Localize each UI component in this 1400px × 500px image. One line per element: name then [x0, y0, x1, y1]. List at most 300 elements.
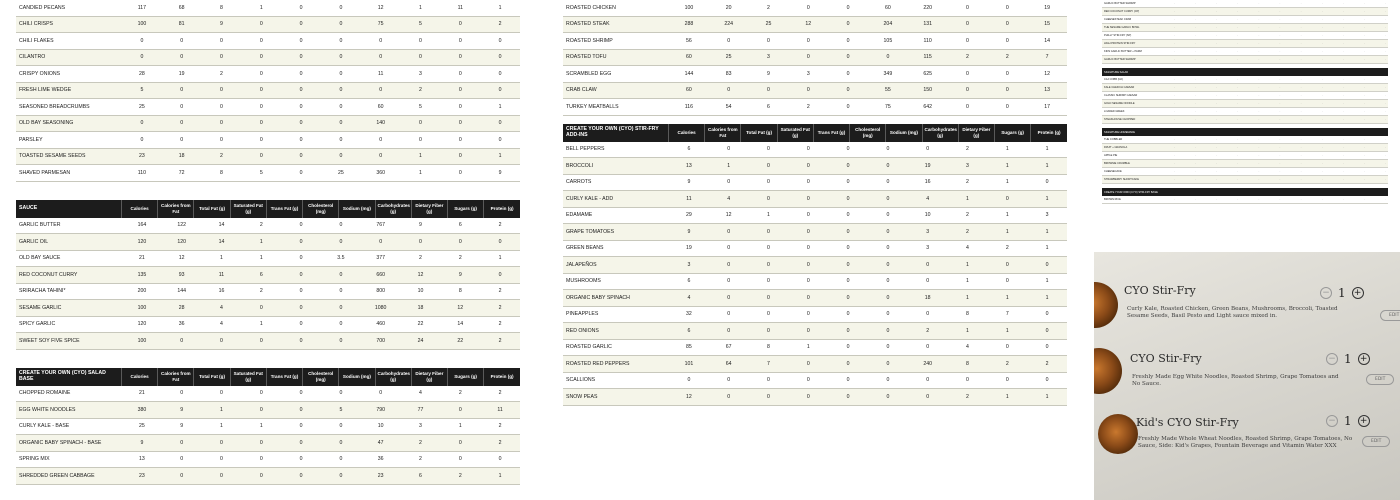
item-name-cell: ROASTED CHICKEN — [563, 0, 669, 16]
item-name-cell: ROASTED SHRIMP — [563, 33, 669, 50]
table-row — [16, 402, 520, 419]
mini-row-values: · · · · · · · · · · · — [1174, 2, 1386, 5]
nutrient-value-cell: 81 — [162, 16, 202, 33]
nutrient-value-cell: 13 — [122, 451, 162, 468]
mini-row-values: · · · · · · · · · · · — [1174, 146, 1386, 149]
nutrient-value-cell: 0 — [281, 82, 321, 99]
nutrient-value-cell: 0 — [321, 82, 361, 99]
nutrient-value-cell: 0 — [321, 0, 361, 16]
nutrient-value-cell: 0 — [281, 300, 321, 317]
mini-row-name: CAJ COBB (GF) — [1104, 78, 1124, 81]
nutrient-value-cell: 5 — [321, 402, 361, 419]
column-header: Protein (g) — [484, 368, 520, 386]
order-item-card — [1094, 276, 1400, 338]
nutrient-value-cell: 8 — [440, 283, 480, 300]
nutrient-value-cell: 93 — [162, 267, 202, 284]
nutrient-value-cell: 100 — [122, 333, 162, 350]
nutrient-value-cell: 0 — [749, 323, 789, 340]
mini-row — [1102, 168, 1388, 176]
nutrient-value-cell: 100 — [122, 16, 162, 33]
quantity-stepper[interactable] — [1326, 414, 1370, 428]
nutrient-value-cell: 0 — [281, 16, 321, 33]
nutrient-value-cell: 0 — [868, 273, 908, 290]
nutrient-value-cell: 12 — [401, 267, 441, 284]
nutrient-value-cell: 0 — [440, 165, 480, 182]
item-name-cell: EDAMAME — [563, 207, 669, 224]
nutrient-value-cell: 2 — [987, 356, 1027, 373]
nutrient-value-cell: 1 — [948, 273, 988, 290]
nutrient-value-cell: 75 — [361, 16, 401, 33]
nutrient-value-cell: 85 — [669, 339, 709, 356]
nutrient-value-cell: 2 — [948, 174, 988, 191]
nutrient-value-cell: 3 — [749, 49, 789, 66]
item-name-cell: BROCCOLI — [563, 158, 669, 175]
mini-row-name: CLASSIC SHRIMP CAESAR — [1104, 94, 1138, 97]
nutrient-value-cell: 2 — [440, 468, 480, 485]
table-row — [563, 0, 1067, 16]
nutrient-value-cell: 1 — [1027, 240, 1067, 257]
column-header: Sodium (mg) — [339, 368, 375, 386]
nutrient-value-cell: 1 — [749, 207, 789, 224]
right-panel — [1094, 0, 1400, 500]
nutrient-value-cell: 1080 — [361, 300, 401, 317]
nutrient-value-cell: 1 — [948, 323, 988, 340]
nutrient-value-cell: 0 — [669, 372, 709, 389]
nutrient-value-cell: 1 — [1027, 191, 1067, 208]
nutrient-value-cell: 1 — [480, 148, 520, 165]
nutrient-value-cell: 0 — [828, 0, 868, 16]
nutrient-value-cell: 0 — [162, 132, 202, 149]
mini-row-values: · · · · · · · · · · · — [1174, 118, 1386, 121]
nutrient-value-cell: 0 — [749, 290, 789, 307]
nutrient-value-cell: 1 — [241, 234, 281, 251]
nutrient-value-cell: 0 — [709, 323, 749, 340]
nutrient-value-cell: 20 — [709, 0, 749, 16]
nutrient-value-cell: 0 — [749, 191, 789, 208]
nutrient-value-cell: 220 — [908, 0, 948, 16]
nutrient-value-cell: 1 — [987, 158, 1027, 175]
item-name-cell: ORGANIC BABY SPINACH — [563, 290, 669, 307]
nutrient-value-cell: 18 — [162, 148, 202, 165]
nutrient-value-cell: 0 — [281, 418, 321, 435]
nutrient-value-cell: 144 — [669, 66, 709, 83]
nutrient-value-cell: 144 — [162, 283, 202, 300]
nutrient-value-cell: 0 — [828, 33, 868, 50]
food-bowl-image — [1094, 282, 1118, 328]
table-row — [563, 339, 1067, 356]
nutrient-value-cell: 0 — [948, 372, 988, 389]
nutrient-value-cell: 0 — [241, 99, 281, 116]
nutrient-value-cell: 0 — [828, 339, 868, 356]
column-header: Saturated Fat (g) — [230, 200, 266, 218]
nutrient-value-cell: 56 — [669, 33, 709, 50]
mini-row-name: KALE CHEF/CH CAESAR — [1104, 86, 1135, 89]
nutrient-value-cell: 0 — [709, 224, 749, 241]
column-header: Cholesterol (mg) — [303, 368, 339, 386]
nutrient-value-cell: 0 — [202, 468, 242, 485]
nutrient-value-cell: 28 — [122, 66, 162, 83]
item-name-cell: RED ONIONS — [563, 323, 669, 340]
nutrient-value-cell: 0 — [828, 389, 868, 406]
nutrient-value-cell: 2 — [948, 142, 988, 158]
mini-row-values: · · · · · · · · · · · — [1174, 178, 1386, 181]
nutrient-value-cell: 0 — [361, 82, 401, 99]
nutrient-value-cell: 0 — [749, 224, 789, 241]
nutrient-value-cell: 0 — [162, 33, 202, 50]
mini-row — [1102, 40, 1388, 48]
nutrient-value-cell: 11 — [202, 267, 242, 284]
mini-desserts-section — [1102, 128, 1388, 184]
nutrient-value-cell: 9 — [162, 402, 202, 419]
table-row — [16, 218, 520, 234]
nutrient-value-cell: 0 — [281, 115, 321, 132]
table-row — [16, 82, 520, 99]
table-row — [16, 16, 520, 33]
nutrient-value-cell: 3 — [401, 418, 441, 435]
nutrient-value-cell: 0 — [749, 257, 789, 274]
mini-row — [1102, 100, 1388, 108]
nutrient-value-cell: 4 — [202, 316, 242, 333]
mini-row — [1102, 8, 1388, 16]
nutrient-value-cell: 0 — [1027, 174, 1067, 191]
nutrient-value-cell: 2 — [987, 49, 1027, 66]
nutrient-value-cell: 9 — [669, 174, 709, 191]
nutrient-value-cell: 0 — [987, 191, 1027, 208]
quantity-stepper[interactable] — [1320, 286, 1364, 300]
nutrient-value-cell: 29 — [669, 207, 709, 224]
food-bowl-image — [1094, 348, 1122, 394]
item-name-cell: SHREDDED GREEN CABBAGE — [16, 468, 122, 485]
sauce-table — [16, 218, 520, 350]
column-header: Sugars (g) — [447, 200, 483, 218]
nutrient-value-cell: 7 — [1027, 49, 1067, 66]
nutrient-value-cell: 0 — [162, 468, 202, 485]
nutrient-value-cell: 72 — [162, 165, 202, 182]
nutrient-value-cell: 0 — [281, 267, 321, 284]
nutrient-value-cell: 25 — [749, 16, 789, 33]
item-name-cell: CHILI CRISPS — [16, 16, 122, 33]
nutrient-value-cell: 117 — [122, 0, 162, 16]
minus-icon[interactable]: − — [1326, 353, 1338, 365]
nutrient-value-cell: 0 — [440, 132, 480, 149]
mini-row-name: PHILLY STIR-FRY (SP) — [1104, 34, 1132, 37]
edit-button[interactable]: EDIT — [1362, 436, 1390, 447]
nutrient-value-cell: 25 — [122, 99, 162, 116]
nutrient-value-cell: 1 — [241, 250, 281, 267]
nutrient-value-cell: 0 — [749, 82, 789, 99]
nutrient-value-cell: 0 — [321, 435, 361, 452]
item-name-cell: RED COCONUT CURRY — [16, 267, 122, 284]
nutrient-value-cell: 14 — [202, 234, 242, 251]
mini-row-name: RED COCONUT CURRY (CP) — [1104, 10, 1140, 13]
nutrient-value-cell: 60 — [669, 49, 709, 66]
table-row — [16, 165, 520, 182]
nutrient-value-cell: 0 — [908, 389, 948, 406]
table-row — [563, 306, 1067, 323]
item-name-cell: SRIRACHA TAHINI* — [16, 283, 122, 300]
nutrient-value-cell: 120 — [122, 316, 162, 333]
nutrient-value-cell: 9 — [669, 224, 709, 241]
table-row — [563, 372, 1067, 389]
plus-icon[interactable]: + — [1358, 353, 1370, 365]
mini-salads-head: SIGNATURE SALAD — [1102, 68, 1388, 76]
mini-row-values: · · · · · · · · · · · — [1174, 162, 1386, 165]
nutrient-value-cell: 0 — [948, 0, 988, 16]
minus-icon[interactable]: − — [1320, 287, 1332, 299]
salad-table-header — [16, 368, 520, 386]
nutrient-value-cell: 0 — [948, 82, 988, 99]
nutrient-value-cell: 0 — [709, 306, 749, 323]
item-name-cell: JALAPEÑOS — [563, 257, 669, 274]
nutrient-value-cell: 11 — [361, 66, 401, 83]
nutrient-value-cell: 0 — [828, 142, 868, 158]
nutrient-value-cell: 0 — [281, 33, 321, 50]
nutrient-value-cell: 2 — [440, 386, 480, 402]
nutrient-value-cell: 4 — [948, 339, 988, 356]
nutrient-value-cell: 6 — [401, 468, 441, 485]
nutrient-value-cell: 0 — [749, 389, 789, 406]
nutrient-value-cell: 0 — [122, 115, 162, 132]
nutrient-value-cell: 6 — [669, 273, 709, 290]
nutrient-value-cell: 12 — [440, 300, 480, 317]
nutrient-value-cell: 0 — [709, 142, 749, 158]
item-name-cell: SWEET SOY FIVE SPICE — [16, 333, 122, 350]
nutrient-value-cell: 0 — [828, 356, 868, 373]
mini-row-values: · · · · · · · · · · · — [1174, 10, 1386, 13]
nutrient-value-cell: 0 — [440, 99, 480, 116]
nutrient-value-cell: 0 — [241, 148, 281, 165]
table-row — [563, 356, 1067, 373]
nutrient-value-cell: 0 — [241, 435, 281, 452]
nutrient-value-cell: 13 — [1027, 82, 1067, 99]
nutrient-value-cell: 0 — [828, 257, 868, 274]
nutrient-value-cell: 8 — [202, 165, 242, 182]
nutrient-value-cell: 0 — [868, 240, 908, 257]
table-row — [16, 333, 520, 350]
mini-row-name: GOLD SESAME NOODLE — [1104, 102, 1135, 105]
mini-row-name: BROWN RICE — [1104, 198, 1121, 201]
nutrient-value-cell: 0 — [241, 132, 281, 149]
nutrient-value-cell: 0 — [868, 158, 908, 175]
nutrient-value-cell: 0 — [868, 389, 908, 406]
nutrient-value-cell: 0 — [749, 240, 789, 257]
nutrient-value-cell: 0 — [948, 99, 988, 116]
mini-row — [1102, 24, 1388, 32]
mini-row-name: FRUIT + GRANOLA — [1104, 146, 1128, 149]
nutrient-value-cell: 24 — [401, 333, 441, 350]
item-name-cell: OLD BAY SEASONING — [16, 115, 122, 132]
nutrient-value-cell: 767 — [361, 218, 401, 234]
item-name-cell: SEASONED BREADCRUMBS — [16, 99, 122, 116]
nutrient-value-cell: 1 — [987, 207, 1027, 224]
minus-icon[interactable]: − — [1326, 415, 1338, 427]
nutrient-value-cell: 4 — [202, 300, 242, 317]
column-header: Sodium (mg) — [886, 124, 922, 142]
nutrient-value-cell: 0 — [788, 356, 828, 373]
nutrient-value-cell: 0 — [987, 33, 1027, 50]
nutrient-value-cell: 360 — [361, 165, 401, 182]
nutrient-value-cell: 0 — [241, 16, 281, 33]
nutrient-value-cell: 11 — [480, 402, 520, 419]
nutrient-value-cell: 0 — [788, 372, 828, 389]
nutrient-value-cell: 0 — [788, 142, 828, 158]
nutrient-value-cell: 8 — [202, 0, 242, 16]
nutrient-value-cell: 6 — [669, 323, 709, 340]
nutrient-value-cell: 0 — [948, 66, 988, 83]
nutrient-value-cell: 0 — [401, 234, 441, 251]
table-row — [563, 323, 1067, 340]
nutrient-value-cell: 7 — [987, 306, 1027, 323]
table-row — [16, 386, 520, 402]
salad-table — [16, 386, 520, 485]
nutrient-value-cell: 2 — [401, 451, 441, 468]
nutrient-value-cell: 5 — [401, 16, 441, 33]
nutrient-value-cell: 0 — [480, 451, 520, 468]
nutrient-value-cell: 2 — [1027, 356, 1067, 373]
stirfry-title: CREATE YOUR OWN (CYO) STIR-FRY ADD-INS — [563, 124, 669, 142]
item-name-cell: TOASTED SESAME SEEDS — [16, 148, 122, 165]
table-row — [16, 435, 520, 452]
nutrient-value-cell: 0 — [480, 82, 520, 99]
column-header: Saturated Fat (g) — [777, 124, 813, 142]
nutrient-value-cell: 0 — [361, 234, 401, 251]
nutrient-value-cell: 0 — [440, 402, 480, 419]
table-row — [16, 132, 520, 149]
nutrient-value-cell: 0 — [440, 148, 480, 165]
table-row — [563, 16, 1067, 33]
column-header: Sugars (g) — [994, 124, 1030, 142]
nutrient-value-cell: 12 — [709, 207, 749, 224]
quantity-stepper[interactable] — [1326, 352, 1370, 366]
nutrient-value-cell: 0 — [788, 224, 828, 241]
nutrient-value-cell: 0 — [202, 333, 242, 350]
nutrient-value-cell: 0 — [749, 33, 789, 50]
nutrient-value-cell: 0 — [480, 33, 520, 50]
item-name-cell: EGG WHITE NOODLES — [16, 402, 122, 419]
table-row — [563, 99, 1067, 116]
table-row — [563, 207, 1067, 224]
nutrient-value-cell: 2 — [948, 224, 988, 241]
nutrient-value-cell: 0 — [361, 132, 401, 149]
nutrient-value-cell: 0 — [788, 33, 828, 50]
mini-cyo-head: CREATE YOUR OWN (CYO) STIR-FRY BASE — [1102, 188, 1388, 196]
nutrient-value-cell: 2 — [749, 0, 789, 16]
nutrient-value-cell: 0 — [828, 16, 868, 33]
mini-row — [1102, 76, 1388, 84]
nutrient-value-cell: 83 — [709, 66, 749, 83]
nutrient-value-cell: 0 — [788, 257, 828, 274]
table-row — [16, 99, 520, 116]
table-row — [16, 418, 520, 435]
nutrient-value-cell: 16 — [202, 283, 242, 300]
table-row — [563, 33, 1067, 50]
nutrient-value-cell: 0 — [202, 115, 242, 132]
table-row — [16, 300, 520, 317]
nutrient-value-cell: 0 — [361, 49, 401, 66]
table-row — [16, 49, 520, 66]
nutrient-value-cell: 0 — [709, 372, 749, 389]
nutrient-value-cell: 0 — [908, 372, 948, 389]
nutrient-value-cell: 0 — [321, 33, 361, 50]
nutrient-value-cell: 11 — [669, 191, 709, 208]
nutrient-value-cell: 3 — [908, 224, 948, 241]
edit-button[interactable]: EDIT — [1380, 310, 1400, 321]
nutrient-value-cell: 0 — [788, 0, 828, 16]
nutrient-value-cell: 0 — [202, 451, 242, 468]
nutrient-value-cell: 3.5 — [321, 250, 361, 267]
nutrient-value-cell: 1 — [1027, 273, 1067, 290]
nutrient-value-cell: 2 — [948, 207, 988, 224]
table-row — [563, 191, 1067, 208]
nutrient-value-cell: 0 — [321, 468, 361, 485]
mini-row-name: THE SESAME GARLIC BOWL — [1104, 26, 1140, 29]
column-header: Sodium (mg) — [339, 200, 375, 218]
table-row — [563, 66, 1067, 83]
nutrient-value-cell: 2 — [480, 300, 520, 317]
nutrient-value-cell: 0 — [401, 33, 441, 50]
nutrient-value-cell: 0 — [828, 273, 868, 290]
nutrient-value-cell: 4 — [948, 240, 988, 257]
nutrient-value-cell: 64 — [709, 356, 749, 373]
edit-button[interactable]: EDIT — [1366, 374, 1394, 385]
column-header: Cholesterol (mg) — [850, 124, 886, 142]
nutrient-value-cell: 0 — [281, 0, 321, 16]
item-name-cell: CRAB CLAW — [563, 82, 669, 99]
item-name-cell: SCRAMBLED EGG — [563, 66, 669, 83]
nutrient-value-cell: 16 — [908, 174, 948, 191]
nutrient-value-cell: 2 — [987, 240, 1027, 257]
nutrient-value-cell: 0 — [202, 132, 242, 149]
nutrient-value-cell: 2 — [480, 333, 520, 350]
plus-icon[interactable]: + — [1358, 415, 1370, 427]
nutrient-value-cell: 131 — [908, 16, 948, 33]
mini-row-name: CHEESECAKE — [1104, 170, 1122, 173]
item-name-cell: OLD BAY SAUCE — [16, 250, 122, 267]
table-row — [563, 290, 1067, 307]
nutrient-value-cell: 14 — [440, 316, 480, 333]
nutrient-value-cell: 790 — [361, 402, 401, 419]
nutrient-value-cell: 77 — [401, 402, 441, 419]
nutrient-value-cell: 1 — [202, 402, 242, 419]
nutrient-value-cell: 0 — [321, 99, 361, 116]
mini-desserts-head: SIGNATURE HOMEMADE — [1102, 128, 1388, 136]
nutrient-value-cell: 240 — [908, 356, 948, 373]
food-bowl-image — [1098, 414, 1138, 454]
nutrient-value-cell: 0 — [828, 82, 868, 99]
nutrient-value-cell: 0 — [828, 224, 868, 241]
nutrient-value-cell: 0 — [281, 386, 321, 402]
mini-row-values: · · · · · · · · · · · — [1174, 154, 1386, 157]
nutrient-value-cell: 0 — [828, 191, 868, 208]
item-name-cell: GRAPE TOMATOES — [563, 224, 669, 241]
nutrient-value-cell: 0 — [709, 33, 749, 50]
nutrient-value-cell: 0 — [788, 191, 828, 208]
nutrient-value-cell: 6 — [669, 142, 709, 158]
item-description: Curly Kale, Roasted Chicken, Green Beans, Mushrooms, Broccoli, Toasted Sesame Seeds, Basil Pesto and Light sauce mixed in. — [1127, 306, 1338, 319]
mini-row-values: · · · · · · · · · · · — [1174, 18, 1386, 21]
table-row — [16, 451, 520, 468]
item-description: Freshly Made Egg White Noodles, Roasted Shrimp, Grape Tomatoes and No Sauce. — [1132, 374, 1339, 387]
nutrient-value-cell: 54 — [709, 99, 749, 116]
nutrient-value-cell: 0 — [749, 174, 789, 191]
plus-icon[interactable]: + — [1352, 287, 1364, 299]
mini-row — [1102, 136, 1388, 144]
nutrient-value-cell: 0 — [162, 99, 202, 116]
nutrient-value-cell: 0 — [281, 132, 321, 149]
nutrient-value-cell: 12 — [788, 16, 828, 33]
nutrient-value-cell: 0 — [868, 372, 908, 389]
nutrient-value-cell: 700 — [361, 333, 401, 350]
